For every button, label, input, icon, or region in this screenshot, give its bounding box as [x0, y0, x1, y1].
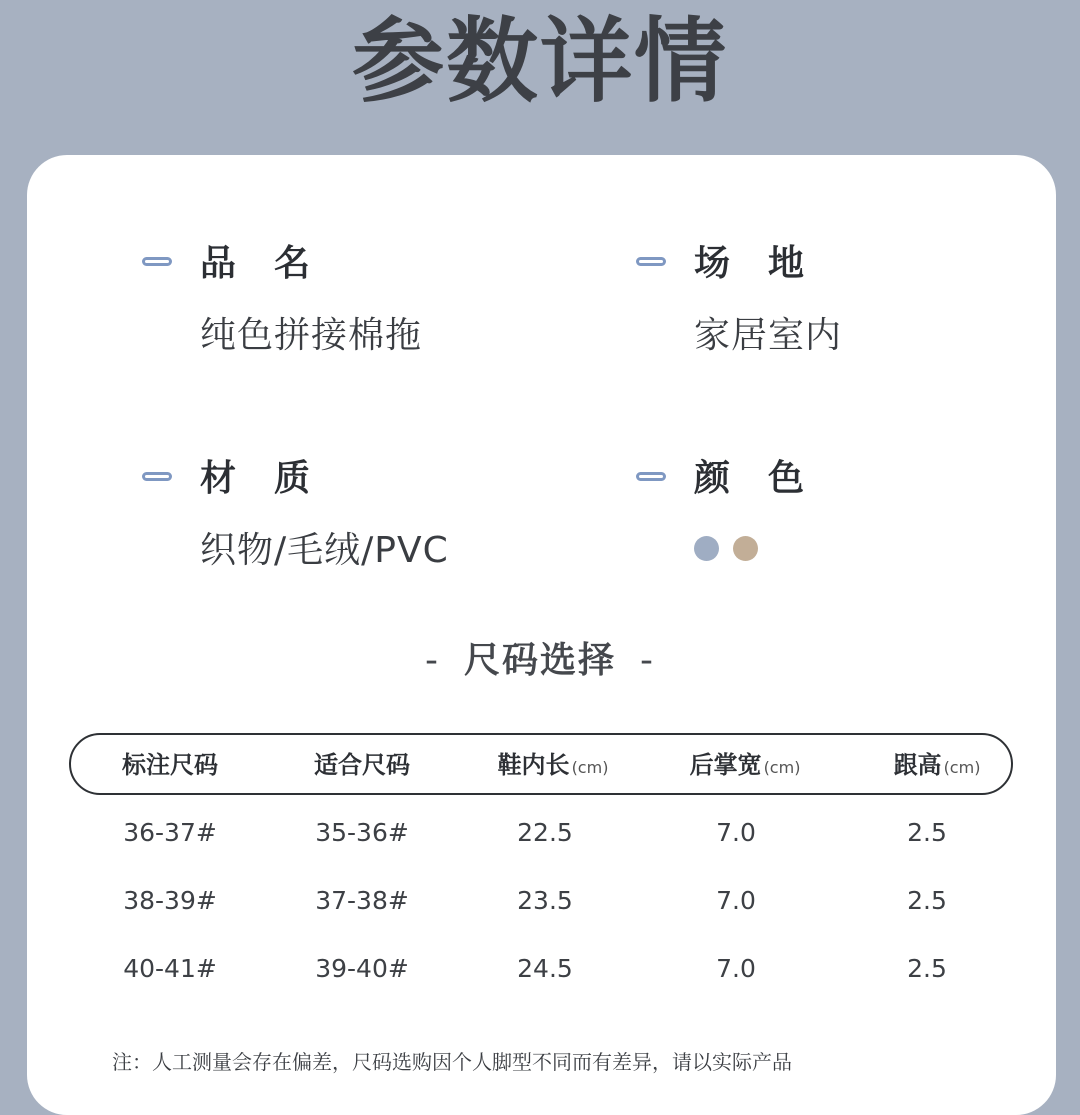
header-cell-fit-size — [262, 745, 462, 780]
spec-material-value: 织物/毛绒/PVC — [200, 530, 449, 571]
table-cell: 7.0 — [716, 886, 756, 915]
table-cell: 37-38# — [315, 886, 409, 915]
header-label: 后掌宽 — [689, 751, 762, 779]
header-unit: (cm) — [763, 758, 801, 777]
table-cell: 38-39# — [123, 886, 217, 915]
page-title: 参数详情 — [351, 8, 728, 115]
table-cell: 22.5 — [517, 818, 573, 847]
header-label: 鞋内长 — [497, 751, 570, 779]
header-label: 跟高 — [893, 751, 942, 779]
table-cell: 35-36# — [315, 818, 409, 847]
spec-name-value: 纯色拼接棉拖 — [200, 315, 423, 356]
footnote: 注：人工测量会存在偏差，尺码选购因个人脚型不同而有差异，请以实际产品 — [112, 1050, 792, 1074]
table-cell: 7.0 — [716, 954, 756, 983]
table-cell: 24.5 — [517, 954, 573, 983]
color-swatch-blue[interactable] — [694, 536, 719, 561]
color-swatch-tan[interactable] — [733, 536, 758, 561]
title-dash-left: - — [424, 640, 440, 681]
table-cell: 23.5 — [517, 886, 573, 915]
header-cell-heel-width — [645, 745, 845, 780]
pill-bullet-icon — [636, 257, 666, 266]
header-unit: (cm) — [943, 758, 981, 777]
header-cell-inner-length — [453, 745, 653, 780]
spec-venue-label: 场 地 — [694, 243, 806, 284]
table-cell: 36-37# — [123, 818, 217, 847]
header-label: 适合尺码 — [314, 751, 410, 779]
size-section-title — [0, 632, 1080, 683]
table-cell: 40-41# — [123, 954, 217, 983]
table-cell: 39-40# — [315, 954, 409, 983]
size-section-title-text: 尺码选择 — [463, 640, 616, 681]
header-unit: (cm) — [571, 758, 609, 777]
table-cell: 2.5 — [907, 954, 947, 983]
table-cell: 2.5 — [907, 886, 947, 915]
header-cell-marked-size — [70, 745, 270, 780]
spec-color-label: 颜 色 — [694, 458, 806, 499]
title-dash-right: - — [640, 640, 655, 681]
table-cell: 2.5 — [907, 818, 947, 847]
spec-venue-value: 家居室内 — [694, 315, 843, 356]
color-swatches — [694, 536, 758, 561]
header-label: 标注尺码 — [122, 751, 218, 779]
pill-bullet-icon — [142, 472, 172, 481]
spec-material-label: 材 质 — [200, 458, 312, 499]
pill-bullet-icon — [636, 472, 666, 481]
table-cell: 7.0 — [716, 818, 756, 847]
header-cell-heel-height — [837, 745, 1037, 780]
spec-name-label: 品 名 — [200, 243, 312, 284]
pill-bullet-icon — [142, 257, 172, 266]
